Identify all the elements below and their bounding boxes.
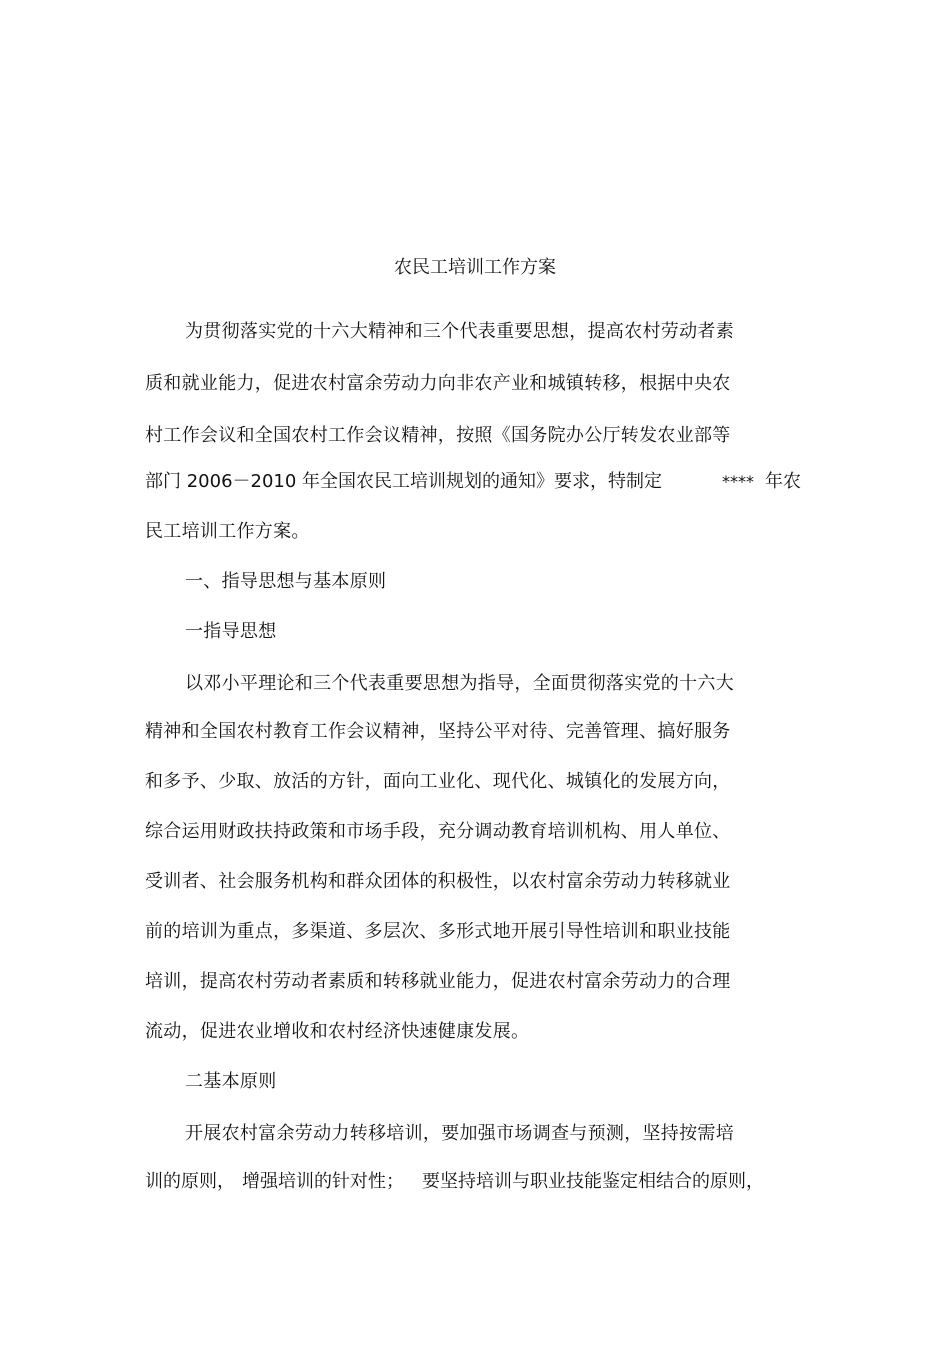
intro-line-4-end: 年农 — [765, 471, 801, 492]
principles-line-2-c: 要坚持培训与职业技能鉴定相结合的原则， — [422, 1171, 764, 1192]
principles-line-1: 开展农村富余劳动力转移培训，要加强市场调查与预测，坚持按需培 — [185, 1123, 734, 1144]
intro-line-5: 民工培训工作方案。 — [145, 521, 310, 542]
guiding-line-2: 精神和全国农村教育工作会议精神，坚持公平对待、完善管理、搞好服务 — [145, 721, 731, 742]
intro-line-2: 质和就业能力，促进农村富余劳动力向非农产业和城镇转移，根据中央农 — [145, 373, 731, 394]
intro-line-4-placeholder: **** — [722, 472, 754, 491]
principles-line-2-a: 训的原则， — [145, 1171, 235, 1192]
section-heading-1: 一、指导思想与基本原则 — [185, 571, 387, 592]
guiding-line-8: 流动，促进农业增收和农村经济快速健康发展。 — [145, 1021, 530, 1042]
guiding-line-4: 综合运用财政扶持政策和市场手段，充分调动教育培训机构、用人单位、 — [145, 821, 731, 842]
subsection-heading-guiding: 一指导思想 — [185, 621, 277, 642]
intro-line-3: 村工作会议和全国农村工作会议精神，按照《国务院办公厅转发农业部等 — [145, 425, 731, 446]
guiding-line-6: 前的培训为重点，多渠道、多层次、多形式地开展引导性培训和职业技能 — [145, 921, 731, 942]
document-title: 农民工培训工作方案 — [394, 257, 556, 278]
intro-line-1: 为贯彻落实党的十六大精神和三个代表重要思想，提高农村劳动者素 — [185, 321, 734, 342]
guiding-line-1: 以邓小平理论和三个代表重要思想为指导，全面贯彻落实党的十六大 — [185, 673, 734, 694]
guiding-line-5: 受训者、社会服务机构和群众团体的积极性，以农村富余劳动力转移就业 — [145, 871, 731, 892]
guiding-line-3: 和多予、少取、放活的方针，面向工业化、现代化、城镇化的发展方向， — [145, 771, 731, 792]
principles-line-2-b: 增强培训的针对性； — [242, 1171, 404, 1192]
intro-line-4-main: 部门 2006－2010 年全国农民工培训规划的通知》要求，特制定 — [145, 471, 663, 492]
guiding-line-7: 培训，提高农村劳动者素质和转移就业能力，促进农村富余劳动力的合理 — [145, 971, 731, 992]
subsection-heading-principles: 二基本原则 — [185, 1071, 277, 1092]
